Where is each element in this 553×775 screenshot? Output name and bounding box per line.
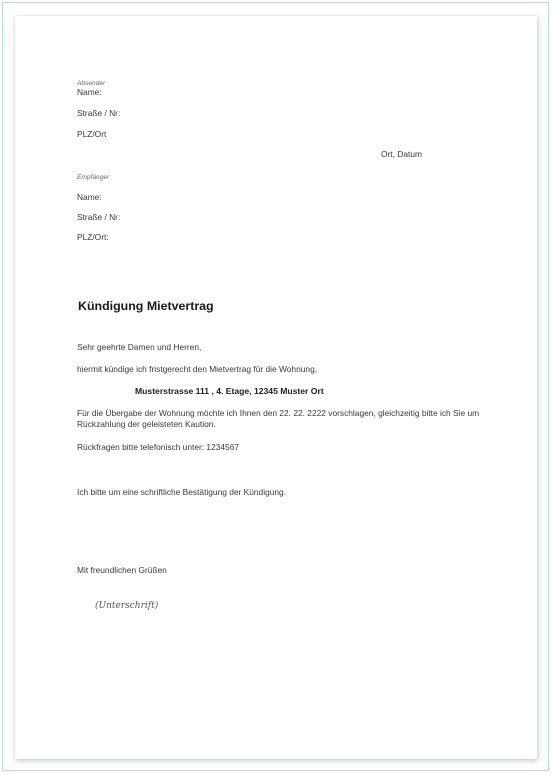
signature-placeholder: (Unterschrift) <box>95 601 159 611</box>
recipient-city: PLZ/Ort: <box>77 232 109 242</box>
salutation: Sehr geehrte Damen und Herren, <box>77 342 202 352</box>
sender-name: Name: <box>77 87 102 97</box>
sender-label: Absender <box>77 80 106 87</box>
letter-page <box>15 16 537 759</box>
apartment-address: Musterstrasse 111 , 4. Etage, 12345 Muster Ort <box>135 386 324 396</box>
phone-text: Rückfragen bitte telefonisch unter: 1234567 <box>77 442 240 452</box>
recipient-name: Name: <box>77 192 102 202</box>
sender-street: Straße / Nr: <box>77 108 121 118</box>
recipient-label: Empfänger <box>77 174 110 181</box>
letter-subject: Kündigung Mietvertrag <box>78 299 214 313</box>
place-date: Ort, Datum <box>381 149 422 159</box>
closing-text: Mit freundlichen Grüßen <box>77 565 167 575</box>
recipient-street: Straße / Nr: <box>77 212 121 222</box>
handover-text: Für die Übergabe der Wohnung möchte ich Ihnen den 22. 22. 2222 vorschlagen, gleichzeitig bitte ich Sie um Rückzahlung der geleisteten Kaution. <box>77 408 480 429</box>
sender-city: PLZ/Ort <box>77 129 107 139</box>
intro-text: hiermit kündige ich fristgerecht den Mietvertrag für die Wohnung, <box>77 364 318 374</box>
confirmation-text: Ich bitte um eine schriftliche Bestätigung der Kündigung. <box>77 487 287 497</box>
